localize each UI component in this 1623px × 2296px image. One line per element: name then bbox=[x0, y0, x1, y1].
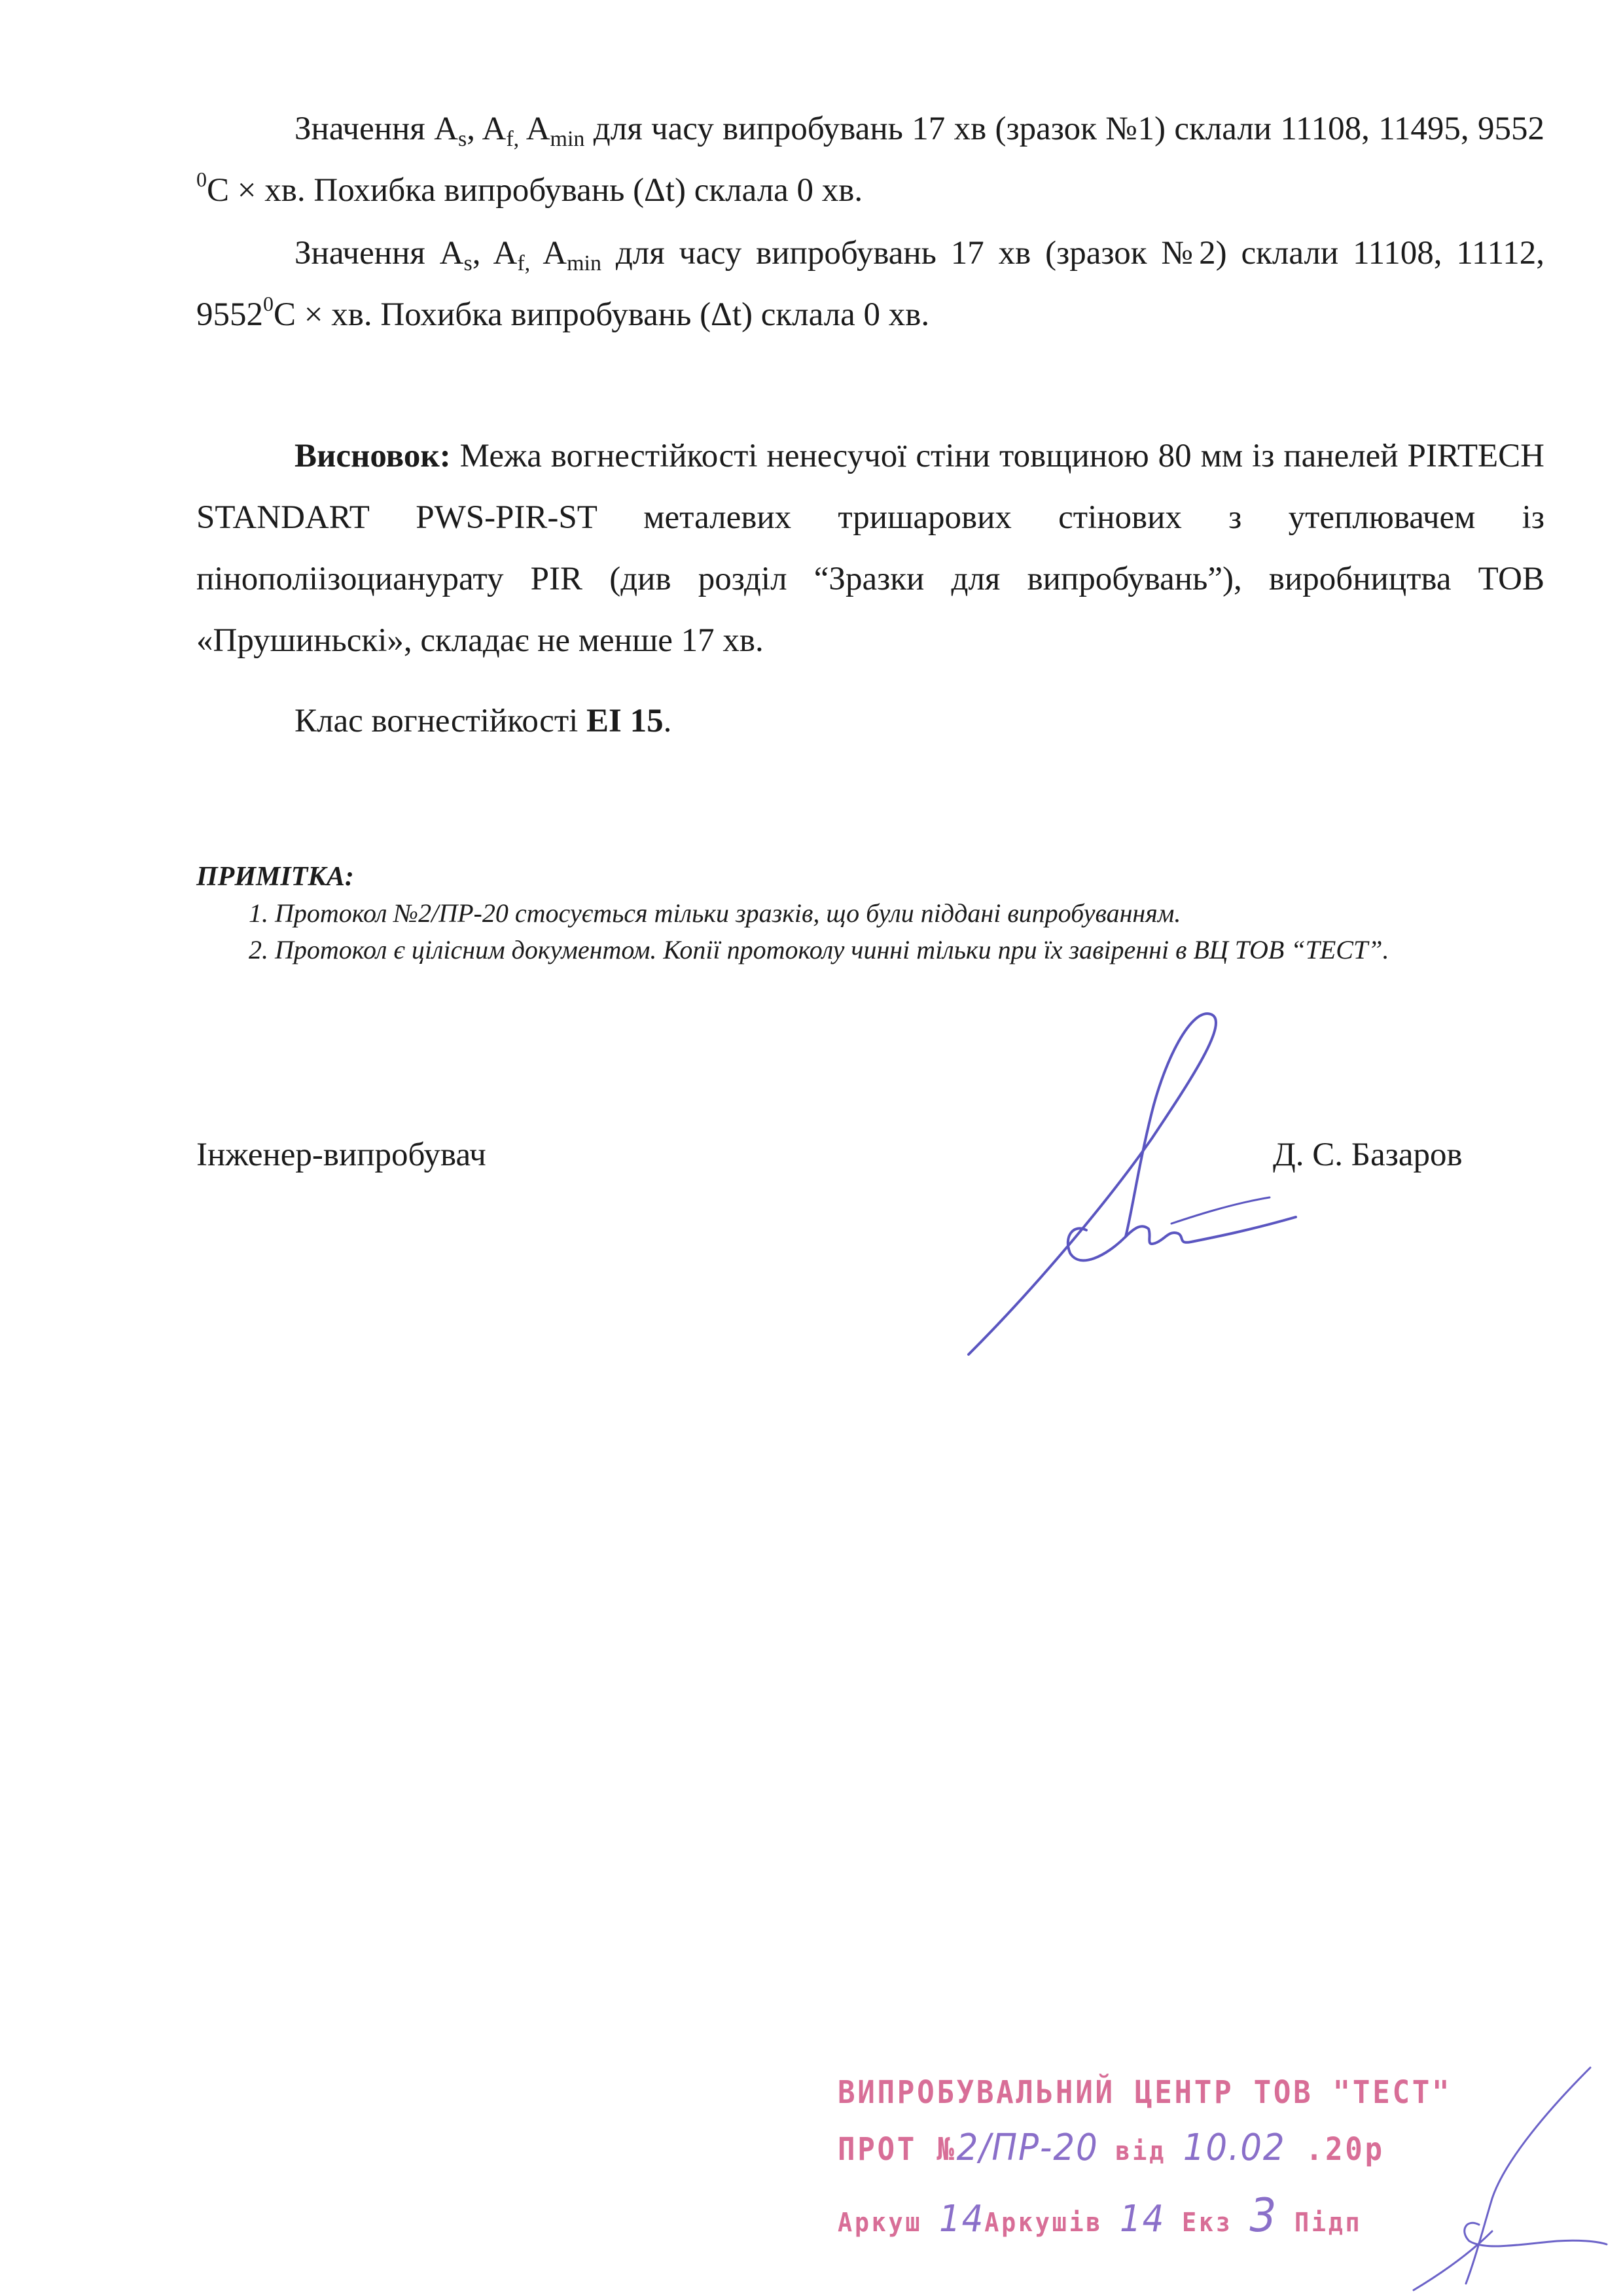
conclusion-text: Межа вогнестійкості ненесучої стіни товщиною 80 мм із панелей PIRTECH STANDART PWS-PIR-ST металевих тришарових стінових з утеплювачем із пінополіізоцианурату PIR (див розділ “Зразки для випробувань”), виробництва ТОВ «Прушиньскі», складає не менше 17 хв. bbox=[196, 438, 1544, 659]
superscript-degree: 0 bbox=[263, 292, 274, 315]
paragraph-sample-1 bbox=[196, 98, 1544, 221]
text: A bbox=[530, 235, 567, 272]
stamp-text: Аркушів bbox=[984, 2208, 1120, 2238]
stamp-text: Підп bbox=[1277, 2208, 1363, 2238]
stamp-text: р bbox=[1364, 2131, 1385, 2168]
stamp-handwritten-total: 14 bbox=[1119, 2198, 1166, 2240]
fire-class-value: EI 15 bbox=[586, 703, 664, 739]
stamp-signature bbox=[1335, 2055, 1610, 2296]
stamp-text: Екз bbox=[1165, 2208, 1250, 2238]
stamp-text: Аркуш bbox=[838, 2208, 940, 2238]
stamp-text: ПРОТ № bbox=[838, 2131, 957, 2168]
subscript-f: f, bbox=[506, 127, 520, 151]
text: , A bbox=[467, 111, 507, 147]
text: С × хв. Похибка випробувань (Δt) склала 0 хв. bbox=[274, 296, 930, 333]
conclusion-label: Висновок: bbox=[294, 438, 451, 474]
text: Значення A bbox=[294, 111, 458, 147]
stamp-line-1: ВИПРОБУВАЛЬНИЙ ЦЕНТР ТОВ "ТЕСТ" bbox=[838, 2074, 1452, 2111]
stamp-handwritten-date: 10.02 bbox=[1183, 2127, 1286, 2169]
stamp-handwritten-number: 2/ПР-20 bbox=[956, 2127, 1099, 2169]
paragraph-sample-2 bbox=[196, 222, 1544, 345]
stamp-line-3 bbox=[838, 2189, 1362, 2242]
subscript-s: s bbox=[457, 127, 467, 151]
stamp-text: .20 bbox=[1285, 2131, 1365, 2168]
note-item: 2. Протокол є цілісним документом. Копії протоколу чинні тільки при їх завіренні в ВЦ ТОВ “ТЕСТ”. bbox=[249, 935, 1389, 964]
text: для часу випробувань 17 хв (зразок №2) склали 11108, 11112, 9552 bbox=[196, 235, 1544, 333]
subscript-f: f, bbox=[517, 251, 531, 275]
superscript-degree: 0 bbox=[196, 168, 207, 191]
text: . bbox=[663, 703, 672, 739]
note-block bbox=[196, 858, 1551, 968]
stamp-handwritten-copy: 3 bbox=[1249, 2189, 1278, 2242]
note-item: 1. Протокол №2/ПР-20 стосується тільки зразків, що були піддані випробуванням. bbox=[249, 898, 1181, 928]
stamp-handwritten-sheet: 14 bbox=[939, 2198, 985, 2240]
note-title: ПРИМІТКА: bbox=[196, 862, 354, 892]
fire-class-line bbox=[196, 690, 1544, 752]
signatory-name: Д. С. Базаров bbox=[1273, 1137, 1463, 1173]
subscript-min: min bbox=[567, 251, 601, 275]
text: A bbox=[519, 111, 550, 147]
text: С × хв. Похибка випробувань (Δt) склала 0 хв. bbox=[207, 172, 863, 209]
stamp-text: від bbox=[1098, 2136, 1183, 2166]
fire-class-label: Клас вогнестійкості bbox=[294, 703, 587, 739]
subscript-min: min bbox=[550, 127, 585, 151]
handwritten-signature bbox=[955, 1008, 1322, 1374]
text: Значення A bbox=[294, 235, 464, 272]
conclusion-paragraph bbox=[196, 425, 1544, 671]
text: , A bbox=[472, 235, 518, 272]
certification-stamp bbox=[838, 2055, 1623, 2296]
stamp-line-2 bbox=[838, 2127, 1385, 2169]
signatory-role: Інженер-випробувач bbox=[196, 1137, 486, 1173]
text: для часу випробувань 17 хв (зразок №1) склали 11108, 11495, 9552 bbox=[584, 111, 1544, 147]
subscript-s: s bbox=[463, 251, 473, 275]
